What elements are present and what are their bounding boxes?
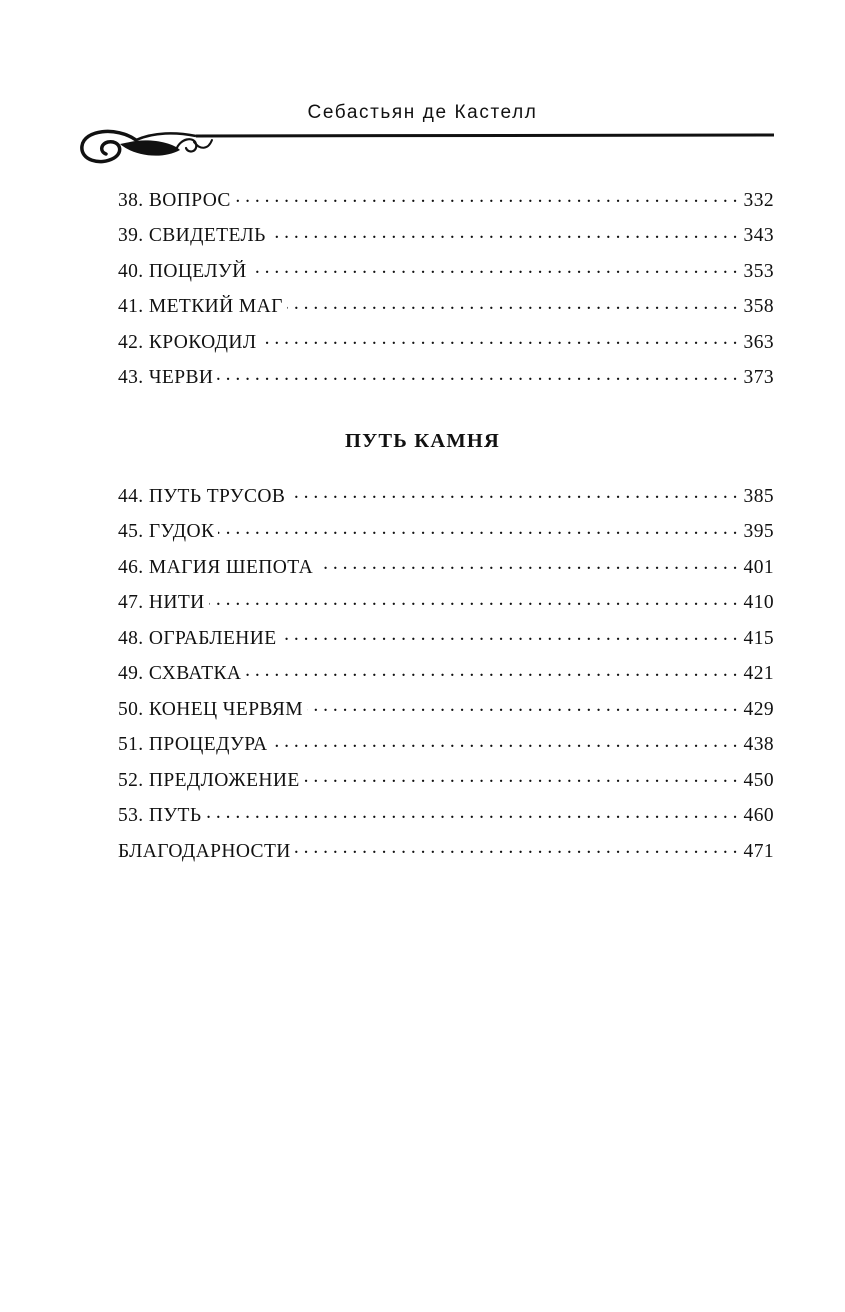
toc-entry-title: 39. СВИДЕТЕЛЬ bbox=[118, 225, 266, 246]
toc-dot-leader bbox=[209, 589, 738, 609]
toc-entry[interactable] bbox=[118, 624, 774, 660]
toc-entry[interactable] bbox=[118, 518, 774, 554]
toc-entry-page: 373 bbox=[743, 367, 774, 388]
toc-dot-leader bbox=[205, 802, 737, 822]
part-heading: ПУТЬ КАМНЯ bbox=[344, 430, 501, 452]
toc-entry[interactable] bbox=[118, 186, 774, 222]
toc-entry-page: 353 bbox=[743, 260, 774, 282]
toc-entry-page: 450 bbox=[743, 769, 774, 791]
toc-dot-leader bbox=[317, 553, 737, 573]
toc-entry-page: 410 bbox=[743, 592, 774, 613]
toc-entry-title: БЛАГОДАРНОСТИ bbox=[118, 840, 291, 862]
toc-dot-leader bbox=[289, 482, 737, 502]
toc-entry[interactable] bbox=[118, 553, 774, 589]
toc-entry-title: 46. МАГИЯ ШЕПОТА bbox=[118, 556, 314, 578]
toc-dot-leader bbox=[251, 257, 738, 277]
toc-entry-page: 429 bbox=[743, 698, 774, 720]
toc-entry-title: 40. ПОЦЕЛУЙ bbox=[118, 260, 247, 282]
toc-entry-title: 48. ОГРАБЛЕНИЕ bbox=[118, 627, 277, 649]
toc-entry[interactable] bbox=[118, 222, 774, 258]
toc-entry-page: 385 bbox=[743, 485, 774, 507]
toc-dot-leader bbox=[217, 364, 737, 384]
toc-entry-title: 41. МЕТКИЙ МАГ bbox=[118, 296, 283, 317]
toc-entry-page: 438 bbox=[743, 734, 774, 755]
toc-entry-page: 460 bbox=[743, 805, 774, 826]
toc-dot-leader bbox=[287, 293, 738, 313]
toc-entry[interactable] bbox=[118, 328, 774, 364]
toc-entry[interactable] bbox=[118, 293, 774, 329]
toc-entry-title: 38. ВОПРОС bbox=[118, 189, 231, 211]
toc-entry-page: 401 bbox=[743, 556, 774, 578]
toc-entry-page: 471 bbox=[743, 840, 774, 862]
toc-dot-leader bbox=[245, 660, 737, 680]
toc-dot-leader bbox=[235, 186, 738, 206]
toc-entry[interactable] bbox=[118, 695, 774, 731]
toc-entry-page: 421 bbox=[743, 663, 774, 684]
toc-entry-title: 47. НИТИ bbox=[118, 592, 205, 613]
toc-dot-leader bbox=[270, 222, 738, 242]
toc-entry-title: 51. ПРОЦЕДУРА bbox=[118, 734, 268, 755]
toc-entry[interactable] bbox=[118, 482, 774, 518]
toc-entry-title: 52. ПРЕДЛОЖЕНИЕ bbox=[118, 769, 300, 791]
toc-entry[interactable] bbox=[118, 257, 774, 293]
toc-list-chapters-44-end bbox=[118, 482, 774, 873]
flourish-ornament-icon bbox=[76, 120, 776, 170]
toc-entry-title: 43. ЧЕРВИ bbox=[118, 367, 214, 388]
toc-dot-leader bbox=[295, 837, 738, 857]
toc-entry[interactable] bbox=[118, 837, 774, 873]
toc-entry-title: 45. ГУДОК bbox=[118, 521, 215, 542]
toc-entry[interactable] bbox=[118, 660, 774, 696]
toc-entry-title: 49. СХВАТКА bbox=[118, 663, 242, 684]
toc-entry-page: 332 bbox=[743, 189, 774, 211]
toc-entry[interactable] bbox=[118, 364, 774, 400]
toc-entry-page: 358 bbox=[743, 296, 774, 317]
toc-entry-title: 50. КОНЕЦ ЧЕРВЯМ bbox=[118, 698, 304, 720]
toc-entry[interactable] bbox=[118, 802, 774, 838]
toc-dot-leader bbox=[271, 731, 737, 751]
toc-entry-title: 44. ПУТЬ ТРУСОВ bbox=[118, 485, 286, 507]
toc-dot-leader bbox=[260, 328, 737, 348]
toc-entry-page: 395 bbox=[743, 521, 774, 542]
toc-list-chapters-38-43 bbox=[118, 186, 774, 399]
toc-entry-page: 343 bbox=[743, 225, 774, 246]
toc-dot-leader bbox=[304, 766, 738, 786]
toc-entry-title: 53. ПУТЬ bbox=[118, 805, 202, 826]
toc-dot-leader bbox=[218, 518, 737, 538]
toc-entry-page: 363 bbox=[743, 331, 774, 353]
toc-entry[interactable] bbox=[118, 589, 774, 625]
toc-entry-page: 415 bbox=[743, 627, 774, 649]
toc-dot-leader bbox=[281, 624, 738, 644]
running-head-author: Себастьян де Кастелл bbox=[307, 102, 538, 123]
toc-entry[interactable] bbox=[118, 731, 774, 767]
toc-dot-leader bbox=[307, 695, 738, 715]
toc-entry[interactable] bbox=[118, 766, 774, 802]
toc-entry-title: 42. КРОКОДИЛ bbox=[118, 331, 257, 353]
